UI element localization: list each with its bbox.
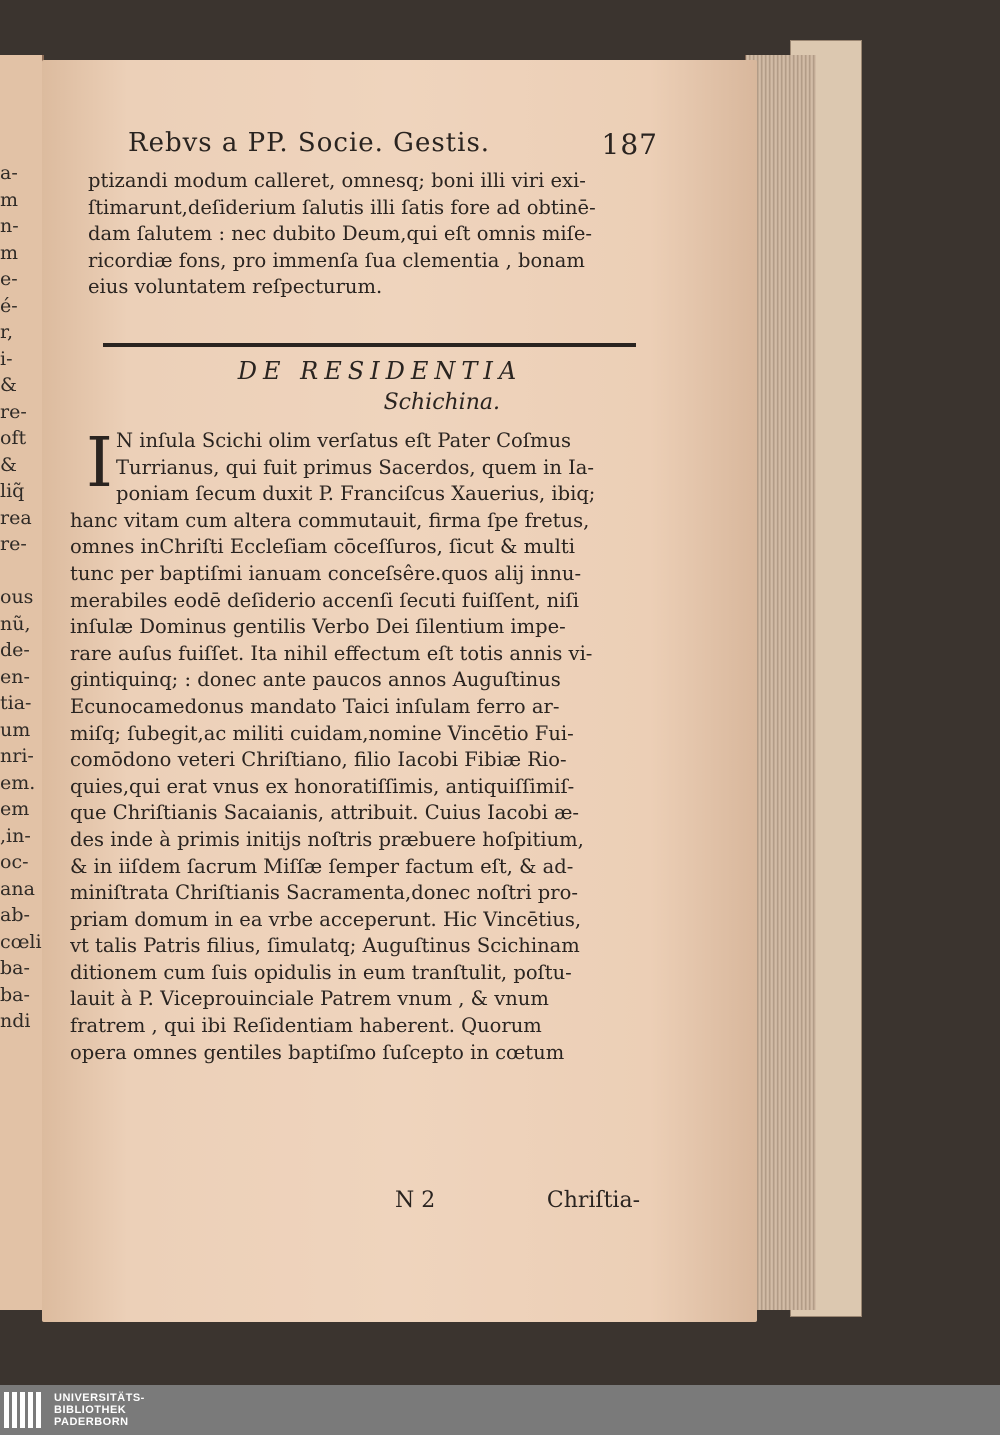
text-line: hanc vitam cum altera commutauit, firma ſpe fretus,: [70, 508, 590, 532]
fragment: ab-: [0, 904, 30, 926]
library-name-line: BIBLIOTHEK: [54, 1404, 127, 1416]
text-line: Ecunocamedonus mandato Taici inſulam ferro ar-: [70, 694, 560, 718]
library-name-line: UNIVERSITÄTS-: [54, 1392, 145, 1404]
fragment: ous: [0, 586, 34, 608]
fragment: n-: [0, 215, 19, 237]
fragment: i-: [0, 347, 13, 370]
fragment: m: [0, 188, 19, 211]
text-line: N inſula Scichi olim verſatus eſt Pater Coſmus: [116, 429, 572, 452]
text-line: ptizandi modum calleret, omnesq; boni illi viri exi-: [88, 169, 586, 192]
page-footer-catchwords: [395, 1188, 640, 1213]
library-name: [54, 1392, 145, 1428]
text-line: fratrem , qui ibi Reſidentiam haberent. Quorum: [70, 1014, 542, 1038]
fragment: re-: [0, 400, 27, 423]
text-line: quies,qui erat vnus ex honoratiſſimis, antiquiſſimiſ-: [70, 774, 575, 798]
text-line: comōdono veteri Chriſtiano, filio Iacobi Fibiæ Rio-: [70, 748, 567, 772]
fragment: e-: [0, 268, 18, 290]
left-page-fragments: [0, 160, 42, 1035]
fragment: é-: [0, 294, 18, 317]
text-line: eius voluntatem reſpecturum.: [88, 275, 383, 298]
text-line: rare auſus fuiſſet. Ita nihil effectum eſt totis annis vi-: [70, 641, 593, 665]
fragment: ndi: [0, 1010, 31, 1032]
fragment: em.: [0, 771, 36, 794]
fragment: &: [0, 374, 17, 396]
text-line: tunc per baptiſmi ianuam conceſsêre.quos alij innu-: [70, 561, 582, 585]
fragment: m: [0, 241, 19, 264]
fragment: re-: [0, 533, 27, 555]
library-logo-icon: [4, 1391, 46, 1429]
text-line: & in iiſdem ſacrum Miſſæ ſemper factum eſt, & ad-: [70, 854, 574, 878]
fragment: um: [0, 718, 31, 741]
fragment: oc-: [0, 851, 29, 873]
text-line: opera omnes gentiles baptiſmo ſuſcepto in cœtum: [70, 1040, 565, 1064]
signature-mark: N 2: [395, 1188, 436, 1213]
text-line: dam ſalutem : nec dubito Deum,qui eſt omnis miſe-: [88, 222, 593, 245]
library-name-line: PADERBORN: [54, 1416, 129, 1428]
fragment: ana: [0, 877, 35, 900]
fragment: a-: [0, 162, 18, 184]
running-head: [128, 128, 658, 161]
section-title: DE RESIDENTIA: [237, 357, 523, 385]
text-line: ditionem cum ſuis opidulis in eum tranſtulit, poſtu-: [70, 960, 572, 984]
text-line: lauit à P. Viceprouinciale Patrem vnum , & vnum: [70, 987, 549, 1011]
text-line: des inde à primis initijs noſtris præbuere hoſpitium,: [70, 827, 584, 851]
fragment: r,: [0, 321, 14, 343]
main-paragraph: [70, 424, 650, 1066]
left-page-edge: [0, 55, 44, 1310]
fragment: rea: [0, 506, 32, 529]
fragment: liq̃: [0, 480, 25, 502]
text-line: merabiles eodē deſiderio accenſi ſecuti fuiſſent, niſi: [70, 588, 579, 612]
fragment: oft: [0, 427, 27, 449]
text-line: ricordiæ fons, pro immenſa ſua clementia , bonam: [88, 248, 585, 272]
text-line: poniam ſecum duxit P. Franciſcus Xauerius, ibiq;: [116, 482, 596, 506]
fragment: tia-: [0, 692, 32, 714]
fragment: ,in-: [0, 824, 31, 847]
page-number: 187: [601, 128, 658, 161]
fragment: nri-: [0, 745, 34, 767]
text-line: gintiquinq; : donec ante paucos annos Auguſtinus: [70, 668, 561, 692]
drop-initial: I: [86, 424, 113, 503]
text-line: ſtimarunt,deſiderium ſalutis illi ſatis fore ad obtinē-: [88, 195, 596, 219]
section-rule: [103, 343, 636, 347]
text-line: miniſtrata Chriſtianis Sacramenta,donec noſtri pro-: [70, 881, 578, 905]
catchword: Chriſtia-: [546, 1188, 640, 1213]
fragment: nũ,: [0, 612, 31, 635]
text-line: priam domum in ea vrbe acceperunt. Hic Vincētius,: [70, 907, 582, 931]
fragment: [0, 558, 42, 585]
text-line: Turrianus, qui fuit primus Sacerdos, quem in Ia-: [116, 455, 594, 479]
fragment: ba-: [0, 983, 30, 1006]
fragment: en-: [0, 665, 30, 688]
fragment: cœli: [0, 930, 42, 953]
section-subtitle: Schichina.: [383, 390, 500, 415]
fragment: em: [0, 798, 30, 820]
text-line: inſulæ Dominus gentilis Verbo Dei ſilentium impe-: [70, 615, 566, 639]
fragment: ba-: [0, 957, 30, 979]
running-head-title: Rebvs a PP. Socie. Gestis.: [128, 128, 491, 158]
text-line: omnes inChriſti Eccleſiam cōceſſuros, ſicut & multi: [70, 535, 575, 559]
text-line: que Chriſtianis Sacaianis, attribuit. Cuius Iacobi æ-: [70, 801, 579, 825]
text-line: miſq; ſubegit,ac militi cuidam,nomine Vincētio Fui-: [70, 721, 574, 745]
library-footer: [0, 1385, 1000, 1435]
text-line: vt talis Patris filius, ſimulatq; Auguſtinus Scichinam: [70, 934, 580, 958]
opening-paragraph: [88, 168, 648, 301]
fragment: de-: [0, 639, 30, 661]
fragment: &: [0, 453, 17, 476]
